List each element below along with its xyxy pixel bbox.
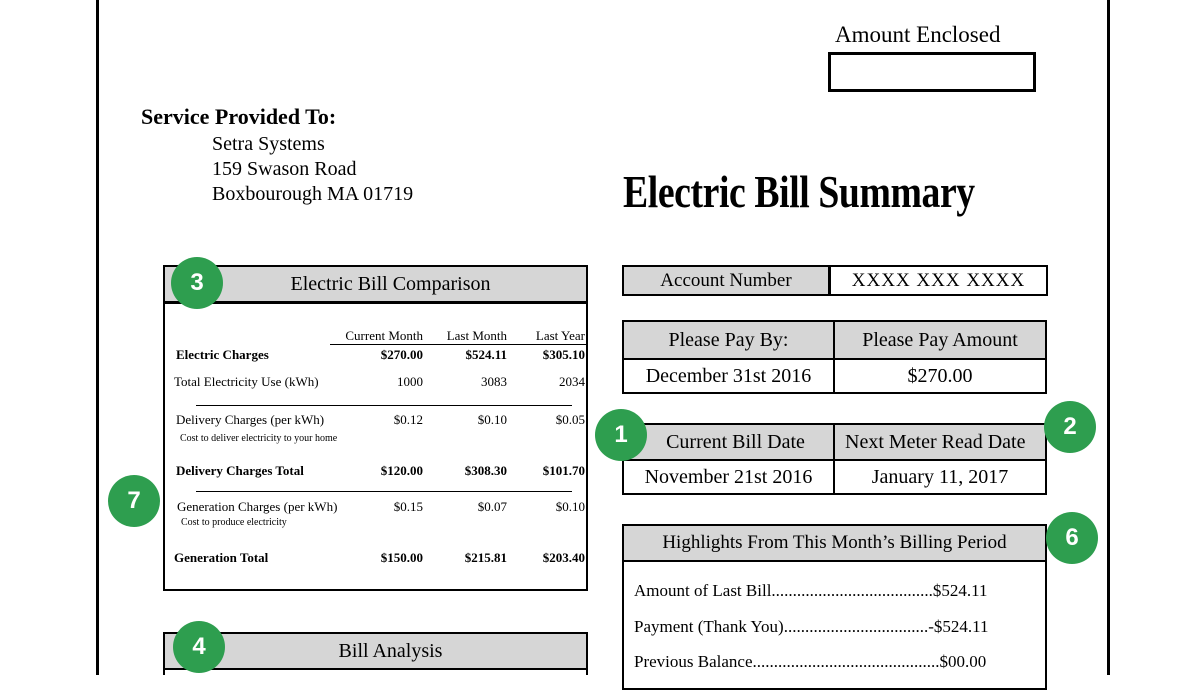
- comparison-table: [163, 302, 588, 591]
- pay-amount-value-text: $270.00: [907, 364, 973, 387]
- pay-by-label: Please Pay By:: [668, 328, 789, 351]
- current-bill-date-value: [622, 459, 835, 495]
- current-bill-date-header: [622, 423, 835, 461]
- divider: [196, 405, 572, 406]
- row-note-generation: Cost to produce electricity: [181, 517, 287, 528]
- bill-analysis-header: [163, 632, 588, 670]
- step-badge-4: 4: [173, 621, 225, 673]
- pay-by-header: [622, 320, 835, 360]
- step-badge-1: 1: [595, 409, 647, 461]
- next-meter-read-label: Next Meter Read Date: [845, 430, 1026, 453]
- cell-use-last-year: 2034: [559, 374, 585, 389]
- page-border-left: [96, 0, 99, 675]
- cell-delivery-total-current: $120.00: [380, 463, 423, 478]
- step-badge-2: 2: [1044, 401, 1096, 453]
- cell-electric-current: $270.00: [380, 347, 423, 362]
- current-bill-date-label: Current Bill Date: [666, 430, 805, 453]
- row-label-generation-rate: Generation Charges (per kWh): [177, 499, 338, 514]
- column-header-current: Current Month: [345, 328, 423, 343]
- cell-generation-rate-last-month: $0.07: [477, 499, 507, 514]
- pay-amount-label: Please Pay Amount: [862, 328, 1018, 351]
- comparison-title: Electric Bill Comparison: [290, 272, 491, 295]
- page-title: Electric Bill Summary: [623, 166, 975, 217]
- service-street: 159 Swason Road: [212, 158, 357, 180]
- row-label-electric-charges: Electric Charges: [176, 347, 269, 362]
- cell-use-last-month: 3083: [481, 374, 507, 389]
- cell-delivery-rate-current: $0.12: [393, 412, 423, 427]
- column-header-last-month: Last Month: [446, 328, 507, 343]
- account-number-label: [622, 265, 830, 296]
- bill-analysis-border-right: [586, 668, 588, 675]
- cell-generation-total-last-month: $215.81: [464, 550, 507, 565]
- row-label-total-use: Total Electricity Use (kWh): [174, 374, 319, 389]
- row-label-delivery-total: Delivery Charges Total: [176, 463, 304, 478]
- bill-analysis-border-left: [163, 668, 165, 675]
- current-bill-date-value-text: November 21st 2016: [644, 465, 813, 488]
- pay-by-value-text: December 31st 2016: [645, 364, 812, 387]
- pay-by-value: [622, 358, 835, 394]
- comparison-header: [163, 265, 588, 303]
- row-note-delivery: Cost to deliver electricity to your home: [180, 433, 338, 444]
- step-badge-7: 7: [108, 475, 160, 527]
- cell-delivery-rate-last-year: $0.05: [555, 412, 585, 427]
- cell-use-current: 1000: [397, 374, 423, 389]
- amount-enclosed-field[interactable]: [828, 52, 1036, 92]
- account-number-value: [829, 265, 1048, 296]
- cell-delivery-total-last-year: $101.70: [542, 463, 585, 478]
- amount-enclosed-label: Amount Enclosed: [835, 22, 1001, 47]
- column-header-last-year: Last Year: [535, 328, 585, 343]
- highlights-header: [622, 524, 1047, 562]
- header-underline: [330, 344, 586, 345]
- account-number-label-text: Account Number: [660, 269, 792, 291]
- service-name: Setra Systems: [212, 133, 325, 155]
- cell-electric-last-month: $524.11: [465, 347, 507, 362]
- divider: [196, 491, 572, 492]
- step-badge-6: 6: [1046, 512, 1098, 564]
- highlights-title: Highlights From This Month’s Billing Period: [662, 532, 1007, 553]
- cell-generation-rate-current: $0.15: [393, 499, 423, 514]
- service-city: Boxbourough MA 01719: [212, 183, 414, 205]
- highlight-row-previous-balance: Previous Balance............................................$00.00: [634, 652, 987, 671]
- cell-generation-total-last-year: $203.40: [542, 550, 585, 565]
- next-meter-read-value-text: January 11, 2017: [871, 465, 1009, 488]
- next-meter-read-header: [833, 423, 1047, 461]
- bill-analysis-title: Bill Analysis: [338, 639, 443, 662]
- cell-delivery-total-last-month: $308.30: [464, 463, 507, 478]
- cell-delivery-rate-last-month: $0.10: [477, 412, 507, 427]
- row-label-delivery-rate: Delivery Charges (per kWh): [176, 412, 325, 427]
- page-border-right: [1107, 0, 1110, 675]
- pay-amount-value: [833, 358, 1047, 394]
- row-label-generation-total: Generation Total: [174, 550, 269, 565]
- cell-electric-last-year: $305.10: [542, 347, 585, 362]
- cell-generation-total-current: $150.00: [380, 550, 423, 565]
- highlight-row-payment: Payment (Thank You)..................................-$524.11: [634, 617, 989, 636]
- service-title: Service Provided To:: [141, 104, 337, 129]
- pay-amount-header: [833, 320, 1047, 360]
- account-number-value-text: XXXX XXX XXXX: [851, 269, 1026, 291]
- step-badge-3: 3: [171, 257, 223, 309]
- highlight-row-last-bill: Amount of Last Bill......................................$524.11: [634, 581, 988, 600]
- cell-generation-rate-last-year: $0.10: [555, 499, 585, 514]
- next-meter-read-value: [833, 459, 1047, 495]
